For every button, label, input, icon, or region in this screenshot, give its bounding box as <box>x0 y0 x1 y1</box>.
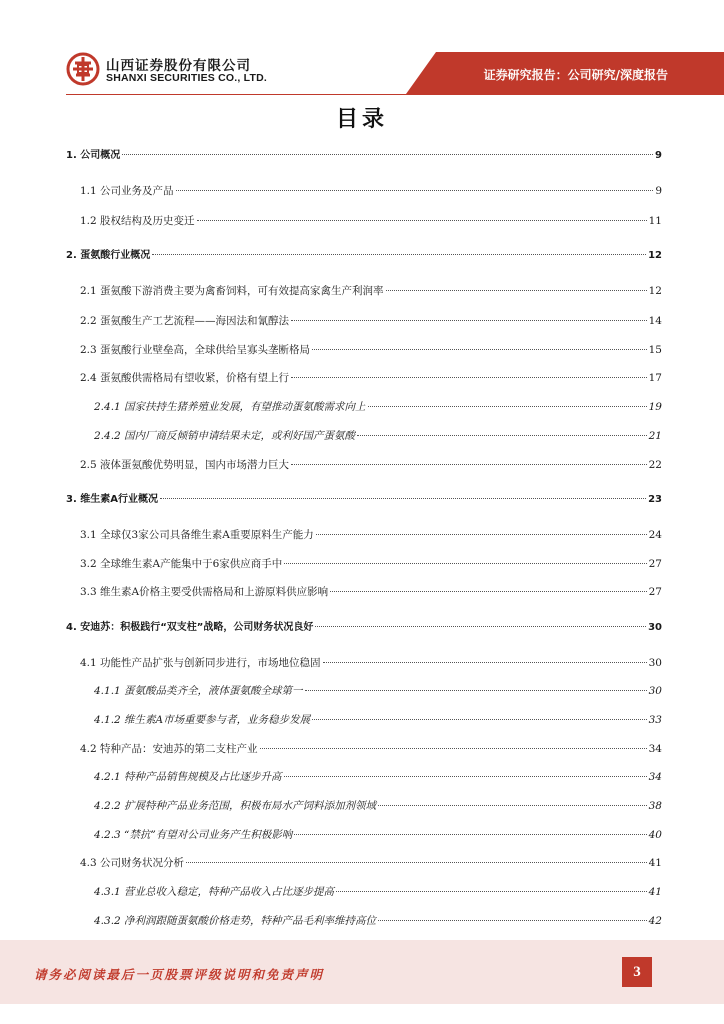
toc-entry-page: 42 <box>648 915 662 927</box>
toc-title: 目录 <box>335 107 388 132</box>
toc-entry-page: 11 <box>648 215 662 227</box>
toc-entry-label: 2.4 蛋氨酸供需格局有望收紧，价格有望上行 <box>80 372 290 384</box>
toc-entry-label: 2.1 蛋氨酸下游消费主要为禽畜饲料，可有效提高家禽生产利润率 <box>80 285 384 297</box>
toc-entry-page: 34 <box>648 771 662 783</box>
toc-entry-page: 38 <box>648 800 662 812</box>
toc-entry-label: 4.2.2 扩展特种产品业务范围，积极布局水产饲料添加剂领域 <box>94 800 377 812</box>
toc-leader-dots <box>312 719 646 720</box>
toc-leader-dots <box>291 464 647 465</box>
toc-entry-label: 2.4.1 国家扶持生猪养殖业发展，有望推动蛋氨酸需求向上 <box>94 401 366 413</box>
toc-entry-label: 4.2.1 特种产品销售规模及占比逐步升高 <box>94 771 282 783</box>
toc-entry-label: 4.1 功能性产品扩张与创新同步进行，市场地位稳固 <box>80 657 321 669</box>
toc-entry[interactable] <box>66 492 662 508</box>
toc-leader-dots <box>291 377 647 378</box>
toc-leader-dots <box>122 154 653 155</box>
toc-leader-dots <box>312 349 647 350</box>
toc-entry[interactable] <box>80 527 662 543</box>
toc-entry[interactable] <box>80 741 662 757</box>
toc-entry-page: 19 <box>648 401 662 413</box>
page-header <box>0 0 724 100</box>
toc-leader-dots <box>315 626 646 627</box>
toc-leader-dots <box>368 406 647 407</box>
toc-entry[interactable] <box>80 457 662 473</box>
toc-entry-label: 2.3 蛋氨酸行业壁垒高，全球供给呈寡头垄断格局 <box>80 344 311 356</box>
toc-leader-dots <box>386 290 647 291</box>
toc-entry-page: 30 <box>648 657 662 669</box>
toc-leader-dots <box>316 534 647 535</box>
toc-entry-label: 1.2 股权结构及历史变迁 <box>80 215 195 227</box>
toc-entry[interactable] <box>80 556 662 572</box>
toc-entry-page: 9 <box>655 150 662 161</box>
toc-entry-page: 12 <box>648 250 662 261</box>
toc-entry-page: 27 <box>648 586 662 598</box>
toc-entry-page: 12 <box>648 285 662 297</box>
toc-entry[interactable] <box>80 655 662 671</box>
toc-entry-page: 23 <box>648 494 662 505</box>
toc-entry-page: 15 <box>648 344 662 356</box>
toc-leader-dots <box>336 891 647 892</box>
toc-entry-label: 2. 蛋氨酸行业概况 <box>66 250 151 261</box>
toc-entry-page: 30 <box>648 622 662 633</box>
toc-entry-page: 24 <box>648 529 662 541</box>
toc-entry[interactable] <box>80 855 662 871</box>
toc-entry[interactable] <box>94 399 662 415</box>
toc-entry[interactable] <box>94 712 662 728</box>
toc-entry-page: 41 <box>648 886 662 898</box>
toc-entry-page: 17 <box>648 372 662 384</box>
toc-entry-page: 30 <box>648 685 662 697</box>
toc-entry[interactable] <box>80 584 662 600</box>
toc-leader-dots <box>197 220 647 221</box>
company-logo-icon <box>66 52 100 86</box>
toc-entry[interactable] <box>94 884 662 900</box>
toc-entry-label: 2.2 蛋氨酸生产工艺流程——海因法和氰醇法 <box>80 315 290 327</box>
toc-leader-dots <box>260 748 647 749</box>
toc-entry-page: 41 <box>648 857 662 869</box>
report-type-banner <box>406 52 724 94</box>
toc-entry-page: 14 <box>648 315 662 327</box>
toc-entry-label: 4.1.1 蛋氨酸品类齐全，液体蛋氨酸全球第一 <box>94 685 303 697</box>
toc-leader-dots <box>160 498 646 499</box>
toc-entry-label: 3.3 维生素A价格主要受供需格局和上游原料供应影响 <box>80 586 329 598</box>
toc-entry-page: 40 <box>648 829 662 841</box>
toc-leader-dots <box>186 862 647 863</box>
toc-entry-label: 2.4.2 国内厂商反倾销申请结果未定，或利好国产蛋氨酸 <box>94 430 356 442</box>
toc-entry[interactable] <box>66 148 662 164</box>
toc-leader-dots <box>378 805 647 806</box>
toc-entry-label: 4.2.3 “禁抗”有望对公司业务产生积极影响 <box>94 829 293 841</box>
toc-entry-page: 21 <box>648 430 662 442</box>
toc-leader-dots <box>152 254 646 255</box>
toc-entry[interactable] <box>80 342 662 358</box>
toc-entry-label: 3. 维生素A行业概况 <box>66 494 158 505</box>
toc-leader-dots <box>323 662 647 663</box>
toc-entry[interactable] <box>94 769 662 785</box>
toc-entry[interactable] <box>80 183 662 199</box>
company-name-en: SHANXI SECURITIES CO., LTD. <box>106 72 267 84</box>
toc-leader-dots <box>357 435 647 436</box>
toc-entry-page: 27 <box>648 558 662 570</box>
toc-entry[interactable] <box>94 798 662 814</box>
toc-entry-label: 3.2 全球维生素A产能集中于6家供应商手中 <box>80 558 283 570</box>
toc-entry-label: 4.3.2 净利润跟随蛋氨酸价格走势，特种产品毛利率维持高位 <box>94 915 377 927</box>
toc-entry[interactable] <box>94 913 662 929</box>
toc-leader-dots <box>330 591 647 592</box>
toc-entry-label: 4. 安迪苏：积极践行“双支柱”战略，公司财务状况良好 <box>66 622 314 633</box>
toc-leader-dots <box>284 563 646 564</box>
toc-entry[interactable] <box>66 248 662 264</box>
toc-entry-page: 33 <box>648 714 662 726</box>
toc-entry-page: 22 <box>648 459 662 471</box>
toc-entry[interactable] <box>80 283 662 299</box>
toc-leader-dots <box>378 920 647 921</box>
toc-entry-label: 1.1 公司业务及产品 <box>80 185 174 197</box>
toc-entry[interactable] <box>80 313 662 329</box>
toc-leader-dots <box>291 320 647 321</box>
toc-entry-label: 4.3.1 营业总收入稳定，特种产品收入占比逐步提高 <box>94 886 335 898</box>
toc-entry[interactable] <box>80 370 662 386</box>
toc-entry-label: 1. 公司概况 <box>66 150 121 161</box>
toc-entry-label: 3.1 全球仅3家公司具备维生素A重要原料生产能力 <box>80 529 314 541</box>
toc-entry[interactable] <box>80 213 662 229</box>
toc-entry-label: 2.5 液体蛋氨酸优势明显，国内市场潜力巨大 <box>80 459 290 471</box>
toc-entry[interactable] <box>66 620 662 636</box>
toc-entry-label: 4.1.2 维生素A市场重要参与者，业务稳步发展 <box>94 714 311 726</box>
toc-entry-page: 34 <box>648 743 662 755</box>
toc-leader-dots <box>284 776 647 777</box>
toc-entry-page: 9 <box>655 185 662 197</box>
toc-entry[interactable] <box>94 683 662 699</box>
toc-entry[interactable] <box>94 827 662 843</box>
toc-leader-dots <box>176 190 654 191</box>
toc-leader-dots <box>305 690 647 691</box>
page-number: 3 <box>622 957 652 987</box>
toc-entry-label: 4.2 特种产品：安迪苏的第二支柱产业 <box>80 743 258 755</box>
toc-leader-dots <box>294 834 646 835</box>
company-name-cn: 山西证券股份有限公司 <box>106 58 251 74</box>
toc-entry[interactable] <box>94 428 662 444</box>
header-divider <box>66 94 724 95</box>
disclaimer-text: 请务必阅读最后一页股票评级说明和免责声明 <box>34 967 325 982</box>
report-type-label: 证券研究报告：公司研究/深度报告 <box>483 68 668 82</box>
toc-entry-label: 4.3 公司财务状况分析 <box>80 857 185 869</box>
